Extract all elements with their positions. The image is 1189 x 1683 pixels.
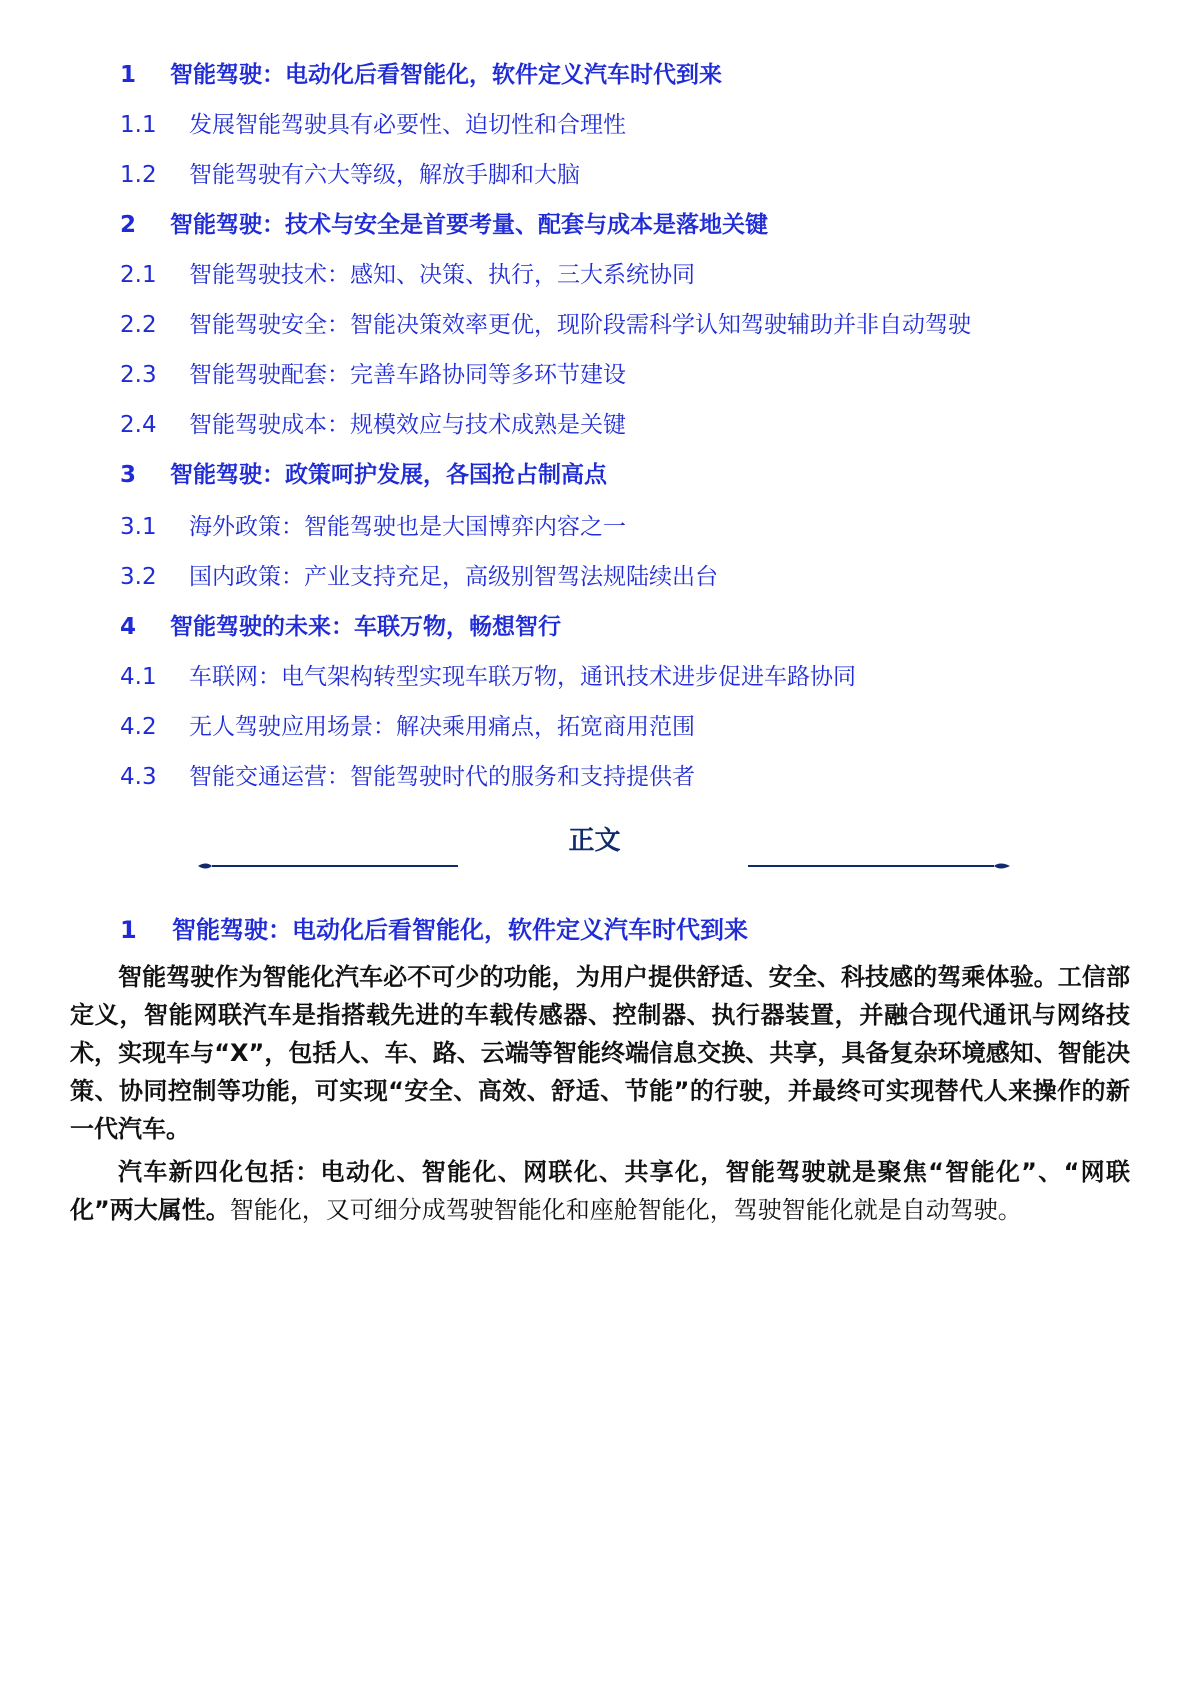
divider-title: 正文 [568, 826, 621, 856]
toc-text: 智能驾驶技术：感知、决策、执行，三大系统协同 [189, 262, 695, 288]
paragraph-2-normal-text: 智能化，又可细分成驾驶智能化和座舱智能化，驾驶智能化就是自动驾驶。 [229, 1196, 1022, 1224]
divider-left-ornament-icon [198, 860, 458, 872]
toc-number: 2.3 [120, 362, 157, 388]
toc-item-1-2[interactable] [120, 164, 580, 187]
toc-number: 1 [120, 62, 137, 88]
toc-number: 2.1 [120, 262, 157, 288]
paragraph-2-bold-text: 汽车新四化包括：电动化、智能化、网联化、共享化，智能驾驶就是聚焦“智能化”、“网联化”两大属性。 [70, 1158, 1130, 1224]
toc-item-2-4[interactable] [120, 414, 626, 437]
toc-item-2-1[interactable] [120, 264, 695, 287]
toc-item-3-2[interactable] [120, 566, 718, 589]
toc-number: 2.2 [120, 312, 157, 338]
toc-number: 2.4 [120, 412, 157, 438]
toc-item-2-3[interactable] [120, 364, 626, 387]
toc-text: 无人驾驶应用场景：解决乘用痛点，拓宽商用范围 [189, 714, 695, 740]
toc-item-3[interactable] [120, 464, 607, 487]
toc-text: 智能驾驶：技术与安全是首要考量、配套与成本是落地关键 [170, 212, 768, 238]
toc-item-4-3[interactable] [120, 766, 695, 789]
toc-text: 智能驾驶有六大等级，解放手脚和大脑 [189, 162, 580, 188]
toc-text: 智能驾驶安全：智能决策效率更优，现阶段需科学认知驾驶辅助并非自动驾驶 [189, 312, 971, 338]
toc-number: 1.1 [120, 112, 157, 138]
toc-number: 1.2 [120, 162, 157, 188]
paragraph-1-text: 智能驾驶作为智能化汽车必不可少的功能，为用户提供舒适、安全、科技感的驾乘体验。工信部定义，智能网联汽车是指搭载先进的车载传感器、控制器、执行器装置，并融合现代通讯与网络技术，实现车与“X”，包括人、车、路、云端等智能终端信息交换、共享，具备复杂环境感知、智能决策、协同控制等功能，可实现“安全、高效、舒适、节能”的行驶，并最终可实现替代人来操作的新一代汽车。 [70, 963, 1130, 1143]
toc-item-4-2[interactable] [120, 716, 695, 739]
toc-item-2-2[interactable] [120, 314, 971, 337]
toc-text: 国内政策：产业支持充足，高级别智驾法规陆续出台 [189, 564, 718, 590]
toc-number: 3 [120, 462, 137, 488]
toc-text: 智能驾驶的未来：车联万物，畅想智行 [170, 614, 561, 640]
toc-text: 智能驾驶：电动化后看智能化，软件定义汽车时代到来 [170, 62, 722, 88]
divider-right-ornament-icon [748, 860, 1010, 872]
section-divider [0, 820, 1189, 880]
section-number: 1 [120, 916, 137, 944]
toc-number: 4 [120, 614, 137, 640]
toc-text: 智能驾驶成本：规模效应与技术成熟是关键 [189, 412, 626, 438]
toc-text: 智能驾驶配套：完善车路协同等多环节建设 [189, 362, 626, 388]
toc-item-1[interactable] [120, 64, 722, 87]
toc-text: 智能交通运营：智能驾驶时代的服务和支持提供者 [189, 764, 695, 790]
toc-text: 发展智能驾驶具有必要性、迫切性和合理性 [189, 112, 626, 138]
toc-number: 3.2 [120, 564, 157, 590]
toc-text: 车联网：电气架构转型实现车联万物，通讯技术进步促进车路协同 [189, 664, 856, 690]
toc-number: 4.3 [120, 764, 157, 790]
toc-item-4-1[interactable] [120, 666, 856, 689]
section-heading [120, 910, 748, 945]
section-title: 智能驾驶：电动化后看智能化，软件定义汽车时代到来 [172, 916, 748, 944]
toc-number: 2 [120, 212, 137, 238]
toc-item-1-1[interactable] [120, 114, 626, 137]
paragraph-1 [70, 958, 1130, 1148]
toc-text: 智能驾驶：政策呵护发展，各国抢占制高点 [170, 462, 607, 488]
toc-number: 4.2 [120, 714, 157, 740]
paragraph-2 [70, 1153, 1130, 1229]
toc-item-3-1[interactable] [120, 516, 626, 539]
toc-item-4[interactable] [120, 616, 561, 639]
toc-text: 海外政策：智能驾驶也是大国博弈内容之一 [189, 514, 626, 540]
toc-item-2[interactable] [120, 214, 768, 237]
toc-number: 3.1 [120, 514, 157, 540]
toc-number: 4.1 [120, 664, 157, 690]
